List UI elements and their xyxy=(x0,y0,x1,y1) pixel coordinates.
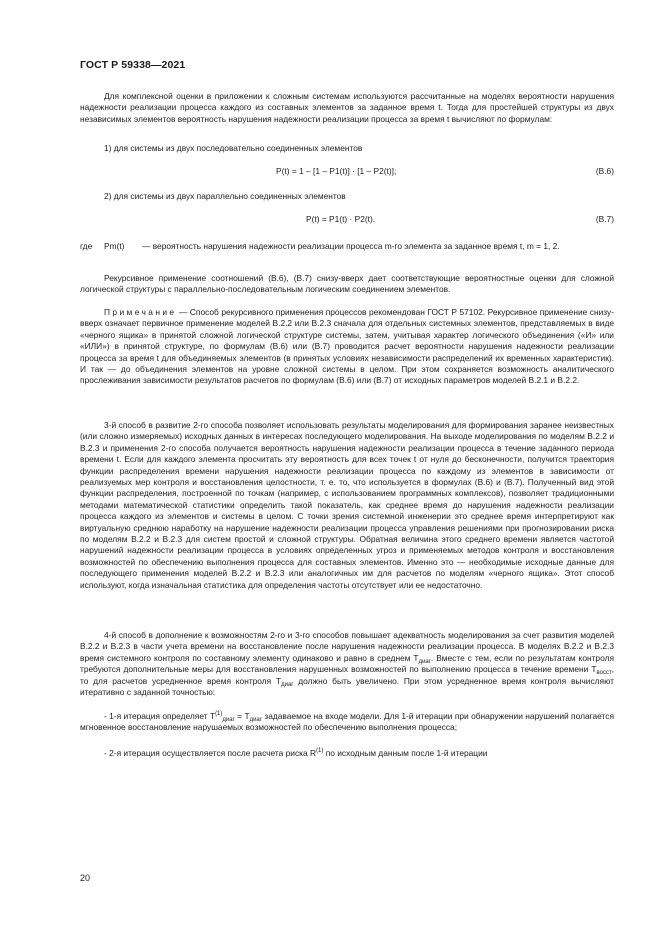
note-block xyxy=(80,307,614,387)
method4-text-c: , то для расчетов усредненное время контроля T xyxy=(80,664,614,686)
formula-b6-expression: P(t) = 1 – [1 – P1(t)] · [1 – P2(t)]; xyxy=(276,166,397,176)
iter2-text-b: по исходным данным после 1-й итерации xyxy=(323,748,488,758)
iter1-sub: диаг xyxy=(222,717,235,723)
list-item-parallel: 2) для системы из двух параллельно соединенных элементов xyxy=(104,191,346,201)
paragraph-intro: Для комплексной оценки в приложении к сложным системам используются рассчитанные на моделях вероятности нарушения надежности реализации процесса каждого из составных элементов за заданное время t. Тогда для простейшей структуры из двух независимых элементов вероятность нарушения надежности реализации процесса за время t вычисляют по формулам: xyxy=(80,91,614,124)
iter1-sup: (1) xyxy=(215,711,223,717)
bullet-iteration-2 xyxy=(80,748,614,759)
note-text: — Способ рекурсивного применения процессов рекомендован ГОСТ Р 57102. Рекурсивное применение снизу-вверх означает первичное применение моделей В.2.2 или В.2.3 сначала для отдельных системных элементов, представляемых в виде «черного ящика» в принятой сложной логической структуре системы, затем, учитывая характер логического объединения («И» или «ИЛИ») в принятой структуре, по формулам (В.6) или (В.7) проводится расчет вероятности нарушения надежности реализации процесса за время t для объединяемых элементов (в принятых условиях независимости распределений их временных характеристик). И так — до объединения элементов на уровне сложной системы в целом. При этом сохраняется возможность аналитического прослеживания зависимости результатов расчетов по формулам (В.6) или (В.7) от исходных параметров моделей В.2.1 и В.2.2. xyxy=(80,307,614,386)
iter1-text-a: - 1-я итерация определяет T xyxy=(104,711,216,721)
method4-sub-c: диаг xyxy=(281,681,294,688)
formula-b7-expression: P(t) = P1(t) · P2(t). xyxy=(306,214,376,224)
iter1-text-b: задаваемое на входе модели. Для 1-й итерации при обнаружении нарушений полагается мгновенное восстановление нарушаемых возможностей по обеспечению выполнения процесса; xyxy=(80,711,614,733)
page-header: ГОСТ Р 59338—2021 xyxy=(80,59,186,71)
formula-b6-number: (В.6) xyxy=(595,166,614,176)
bullet-iteration-1 xyxy=(80,711,614,734)
paragraph-method-3: 3-й способ в развитие 2-го способа позволяет использовать результаты моделирования для формирования заранее неизвестных (или сложно измеряемых) исходных данных в интересах последующего моделирования. На выходе моделирования по моделям В.2.2 и В.2.3 и применения 2-го способа получается вероятность нарушения надежности реализации процесса в течение заданного периода времени t. Если для каждого элемента просчитать эту вероятность для всех точек t от нуля до бесконечности, получится траектория функции распределения времени нарушения надежности реализации процесса по каждому из элементов в зависимости от реализуемых мер контроля и восстановления целостности, т. е. то, что используется в формулах (В.6) и (В.7). Полученный вид этой функции распределения, построенной по точкам (например, с использованием программных комплексов), позволяет традиционными методами математической статистики определить такой показатель, как среднее время до нарушения надежности реализации процесса каждого из элементов и системы в целом. С точки зрения системной инженерии это среднее время интерпретируют как виртуальную среднюю наработку на нарушение надежности реализации процесса управления решениями при прогнозировании риска по моделям В.2.2 и В.2.3 для систем простой и сложной структуры. Обратная величина этого среднего времени является частотой нарушений надежности реализации процесса в условиях определенных угроз и применяемых методов контроля и восстановления возможностей по обеспечению выполнения процесса для составных элементов. Именно это — необходимые исходные данные для последующего применения моделей В.2.2 и В.2.3 или аналогичных им для расчетов по моделям «черного ящика». Этот способ используют, когда изначальная статистика для определения частоты отсутствует или ее недостаточно. xyxy=(80,420,614,590)
iter2-text-a: - 2-я итерация осуществляется после расчета риска R xyxy=(104,748,317,758)
formula-b7-number: (В.7) xyxy=(595,214,614,224)
where-label: где xyxy=(80,241,93,251)
note-label: Примечание xyxy=(104,307,177,317)
iter2-sup: (1) xyxy=(316,748,324,754)
where-symbol: Pm(t) xyxy=(104,241,125,251)
paragraph-recursive: Рекурсивное применение соотношений (В.6), (В.7) снизу-вверх дает соответствующие вероятностные оценки для сложной логической структуры с параллельно-последовательным логическим соединением элементов. xyxy=(80,273,614,295)
method4-text-b: . Вместе с тем, если по результатам контроля требуются дополнительные меры для восстановления нарушенных возможностей по выполнению процесса в течение времени T xyxy=(80,652,614,675)
method4-text-d: должно быть увеличено. При этом усредненное время контроля вычисляют итеративно с заданной точностью: xyxy=(80,675,615,698)
method4-sub-b: восст xyxy=(596,670,612,677)
page-number: 20 xyxy=(80,873,91,883)
method4-text-a: 4-й способ в дополнение к возможностям 2-го и 3-го способов повышает адекватность моделирования за счет развития моделей В.2.2 и В.2.3 в части учета времени на восстановление после нарушения надежности реализации процесса. В моделях В.2.2 и В.2.3 время системного контроля по составному элементу одинаково и равно в среднем T xyxy=(80,630,614,663)
iter1-text-mid: = T xyxy=(234,711,250,721)
iter1-sub2: диаг xyxy=(249,717,262,723)
method4-sub-a: диаг xyxy=(418,658,431,665)
list-item-serial: 1) для системы из двух последовательно соединенных элементов xyxy=(104,143,363,153)
paragraph-method-4 xyxy=(80,630,614,698)
where-description: — вероятность нарушения надежности реализации процесса m-го элемента за заданное время t, m = 1, 2. xyxy=(142,241,560,251)
